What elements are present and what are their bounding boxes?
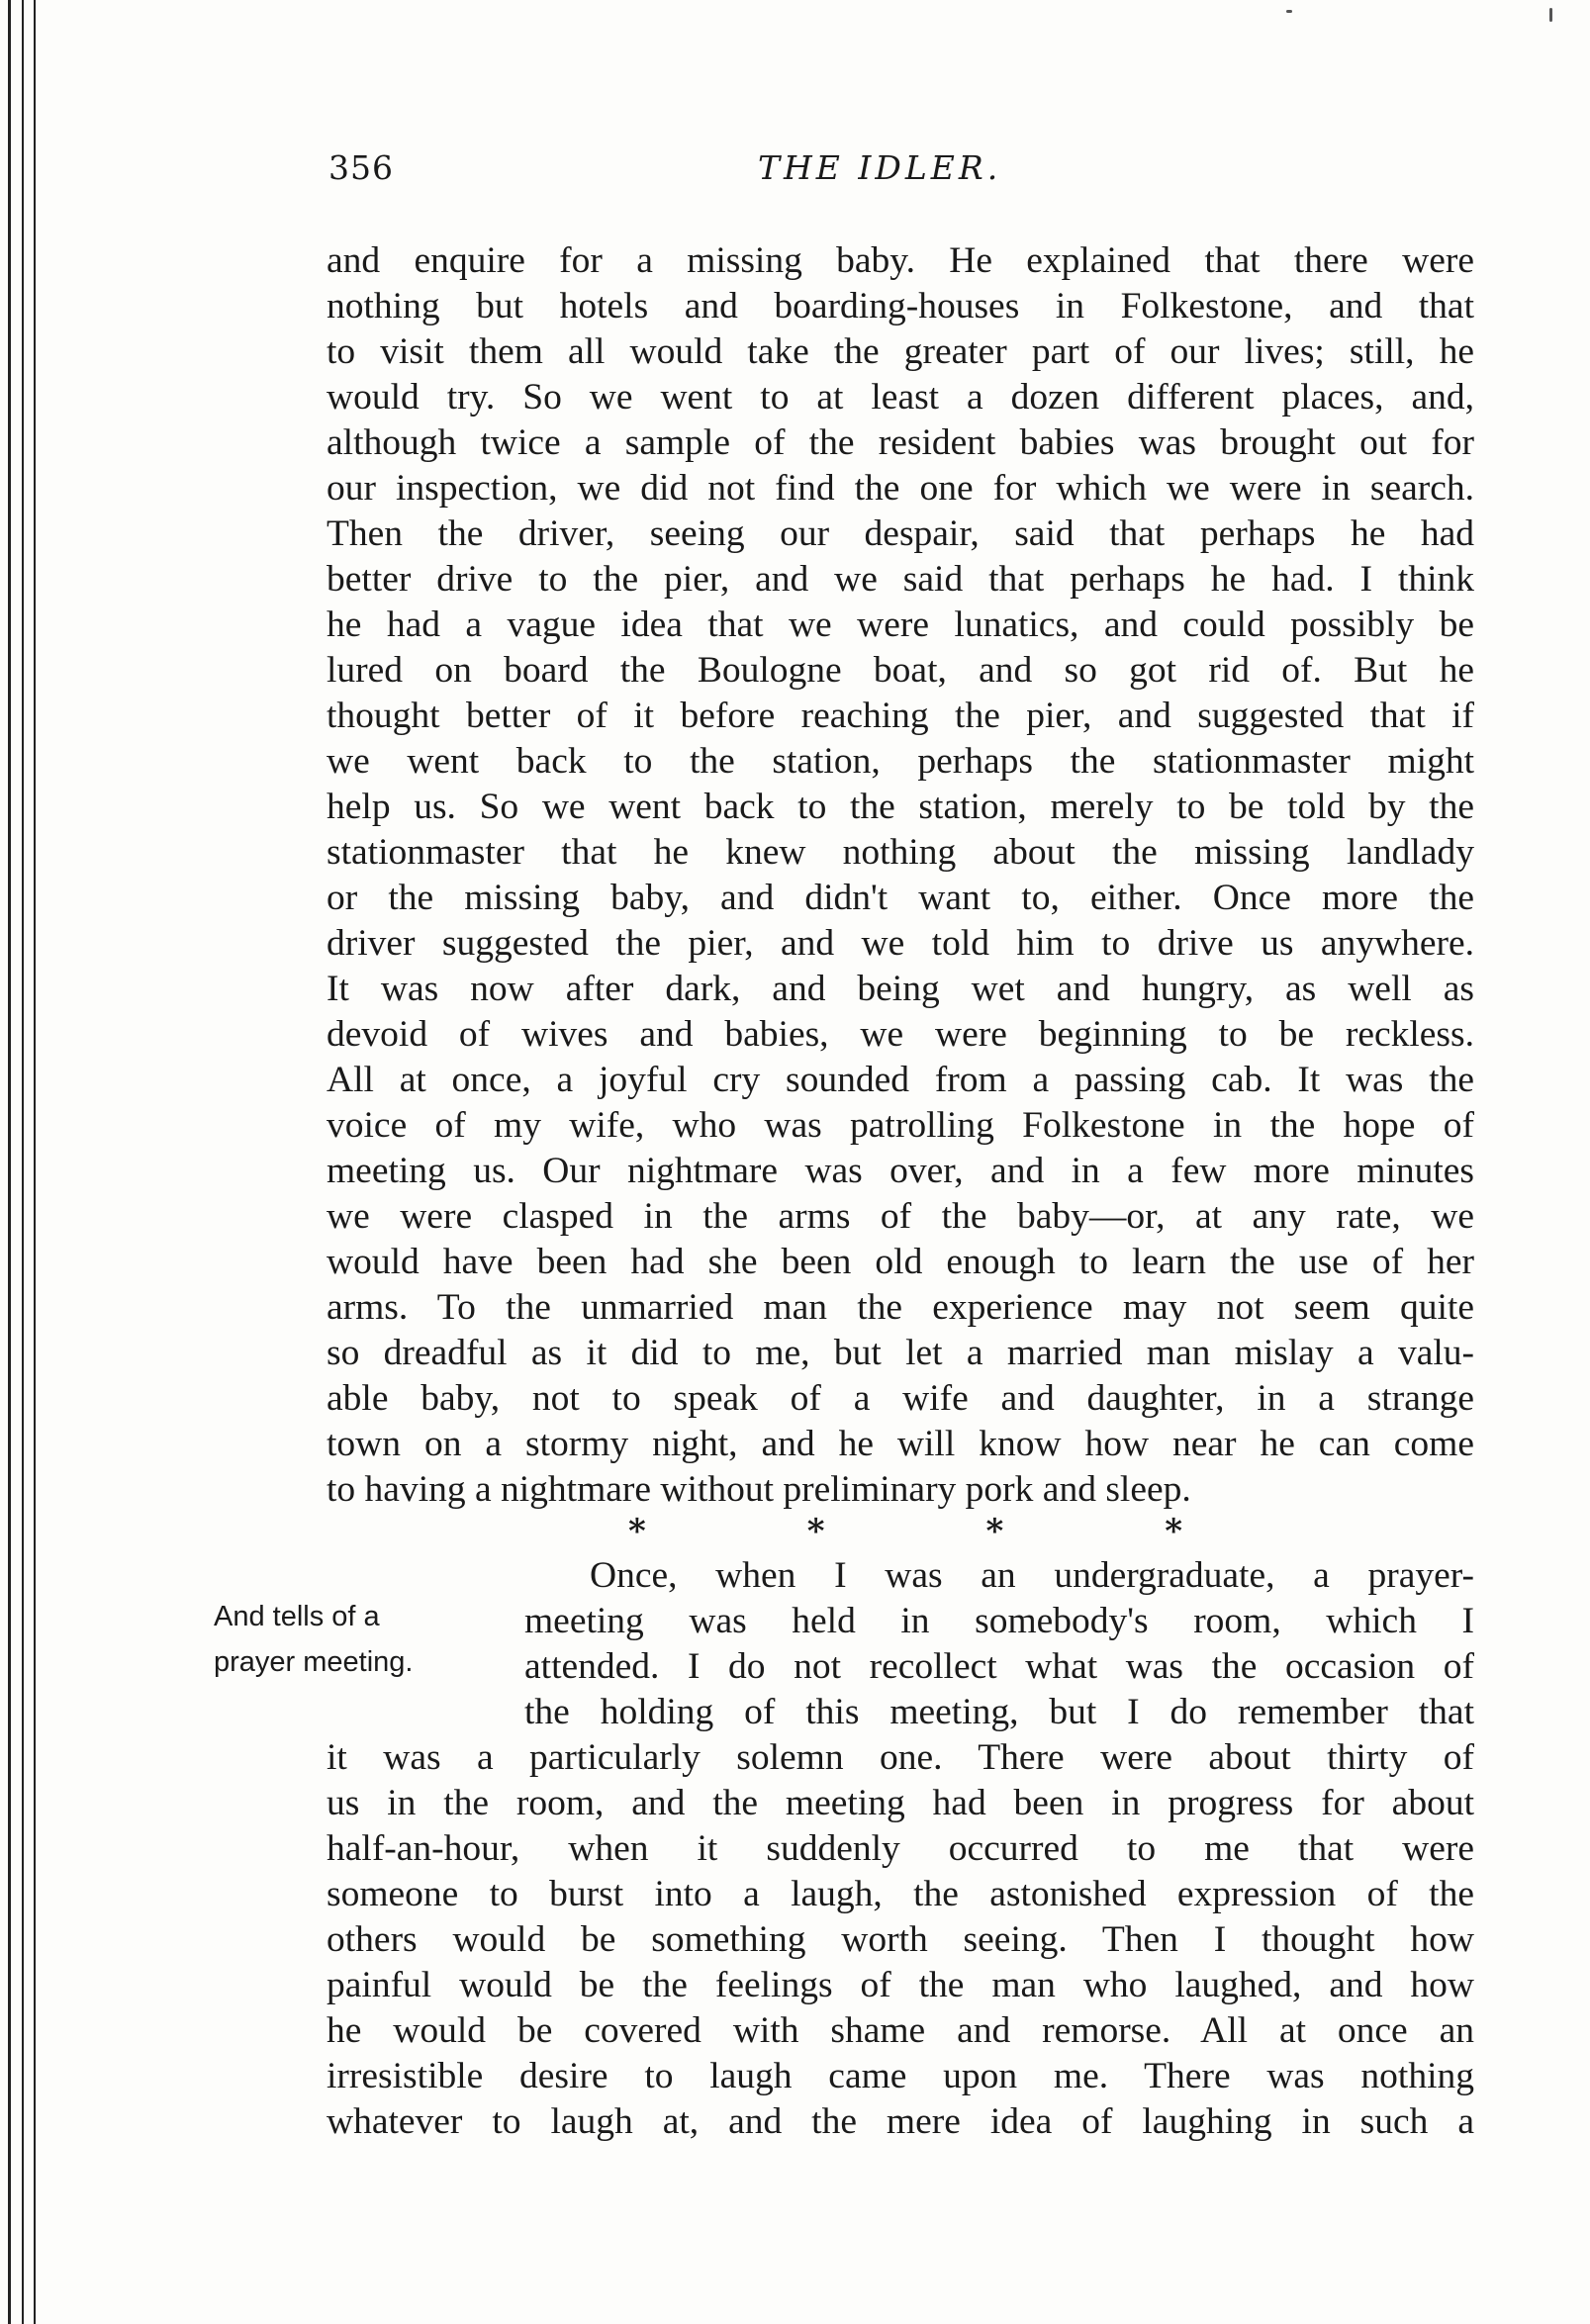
text-line: attended. I do not recollect what was the occasion of: [524, 1646, 1474, 1687]
text-line: he had a vague idea that we were lunatics, and could possibly be: [327, 604, 1474, 645]
text-line: or the missing baby, and didn't want to, either. Once more the: [327, 878, 1474, 918]
text-line: thought better of it before reaching the pier, and suggested that if: [327, 696, 1474, 736]
text-line: painful would be the feelings of the man who laughed, and how: [327, 1965, 1474, 2005]
text-line: able baby, not to speak of a wife and daughter, in a strange: [327, 1378, 1474, 1419]
text-line: town on a stormy night, and he will know how near he can come: [327, 1424, 1474, 1464]
text-line: better drive to the pier, and we said that perhaps he had. I think: [327, 559, 1474, 600]
text-line: nothing but hotels and boarding-houses in Folkestone, and that: [327, 286, 1474, 326]
text-line: help us. So we went back to the station, merely to be told by the: [327, 787, 1474, 827]
text-line: our inspection, we did not find the one for which we were in search.: [327, 468, 1474, 509]
margin-note: And tells of a: [214, 1601, 380, 1632]
asterisk: *: [628, 1512, 646, 1551]
text-line: he would be covered with shame and remorse. All at once an: [327, 2010, 1474, 2051]
asterism: [628, 1512, 1182, 1551]
print-speck: [1549, 8, 1552, 22]
text-line: devoid of wives and babies, we were beginning to be reckless.: [327, 1014, 1474, 1055]
text-line: someone to burst into a laugh, the astonished expression of the: [327, 1874, 1474, 1914]
text-line: we were clasped in the arms of the baby—or, at any rate, we: [327, 1196, 1474, 1237]
text-line: Then the driver, seeing our despair, said that perhaps he had: [327, 513, 1474, 554]
text-line: half-an-hour, when it suddenly occurred to me that were: [327, 1828, 1474, 1869]
text-line: Once, when I was an undergraduate, a prayer-: [590, 1555, 1474, 1596]
text-line: voice of my wife, who was patrolling Folkestone in the hope of: [327, 1105, 1474, 1146]
text-line: It was now after dark, and being wet and hungry, as well as: [327, 969, 1474, 1009]
text-line: meeting us. Our nightmare was over, and in a few more minutes: [327, 1151, 1474, 1191]
text-line: to visit them all would take the greater part of our lives; still, he: [327, 331, 1474, 372]
text-line: we went back to the station, perhaps the stationmaster might: [327, 741, 1474, 782]
asterisk: *: [985, 1512, 1004, 1551]
text-line: it was a particularly solemn one. There were about thirty of: [327, 1737, 1474, 1778]
asterisk: *: [806, 1512, 825, 1551]
text-line: meeting was held in somebody's room, which I: [524, 1601, 1474, 1641]
binding-rule: [22, 0, 24, 2324]
text-line: irresistible desire to laugh came upon me. There was nothing: [327, 2056, 1474, 2096]
print-speck: [1286, 10, 1292, 13]
binding-rule: [8, 0, 11, 2324]
text-line: so dreadful as it did to me, but let a married man mislay a valu-: [327, 1333, 1474, 1373]
text-line: All at once, a joyful cry sounded from a passing cab. It was the: [327, 1060, 1474, 1100]
text-line: would try. So we went to at least a dozen different places, and,: [327, 377, 1474, 418]
text-line: driver suggested the pier, and we told him to drive us anywhere.: [327, 923, 1474, 964]
margin-note: prayer meeting.: [214, 1646, 414, 1678]
text-line: the holding of this meeting, but I do remember that: [524, 1692, 1474, 1732]
text-line: to having a nightmare without preliminary pork and sleep.: [327, 1469, 1191, 1510]
running-head: THE IDLER.: [758, 148, 1002, 187]
text-line: and enquire for a missing baby. He explained that there were: [327, 240, 1474, 281]
text-line: others would be something worth seeing. Then I thought how: [327, 1919, 1474, 1960]
binding-rule: [34, 0, 36, 2324]
text-line: whatever to laugh at, and the mere idea of laughing in such a: [327, 2101, 1474, 2142]
asterisk: *: [1165, 1512, 1182, 1551]
text-line: us in the room, and the meeting had been in progress for about: [327, 1783, 1474, 1823]
text-line: lured on board the Boulogne boat, and so got rid of. But he: [327, 650, 1474, 691]
text-line: stationmaster that he knew nothing about the missing landlady: [327, 832, 1474, 873]
text-line: although twice a sample of the resident babies was brought out for: [327, 422, 1474, 463]
text-line: arms. To the unmarried man the experience may not seem quite: [327, 1287, 1474, 1328]
page-number: 356: [328, 148, 394, 187]
text-line: would have been had she been old enough to learn the use of her: [327, 1242, 1474, 1282]
